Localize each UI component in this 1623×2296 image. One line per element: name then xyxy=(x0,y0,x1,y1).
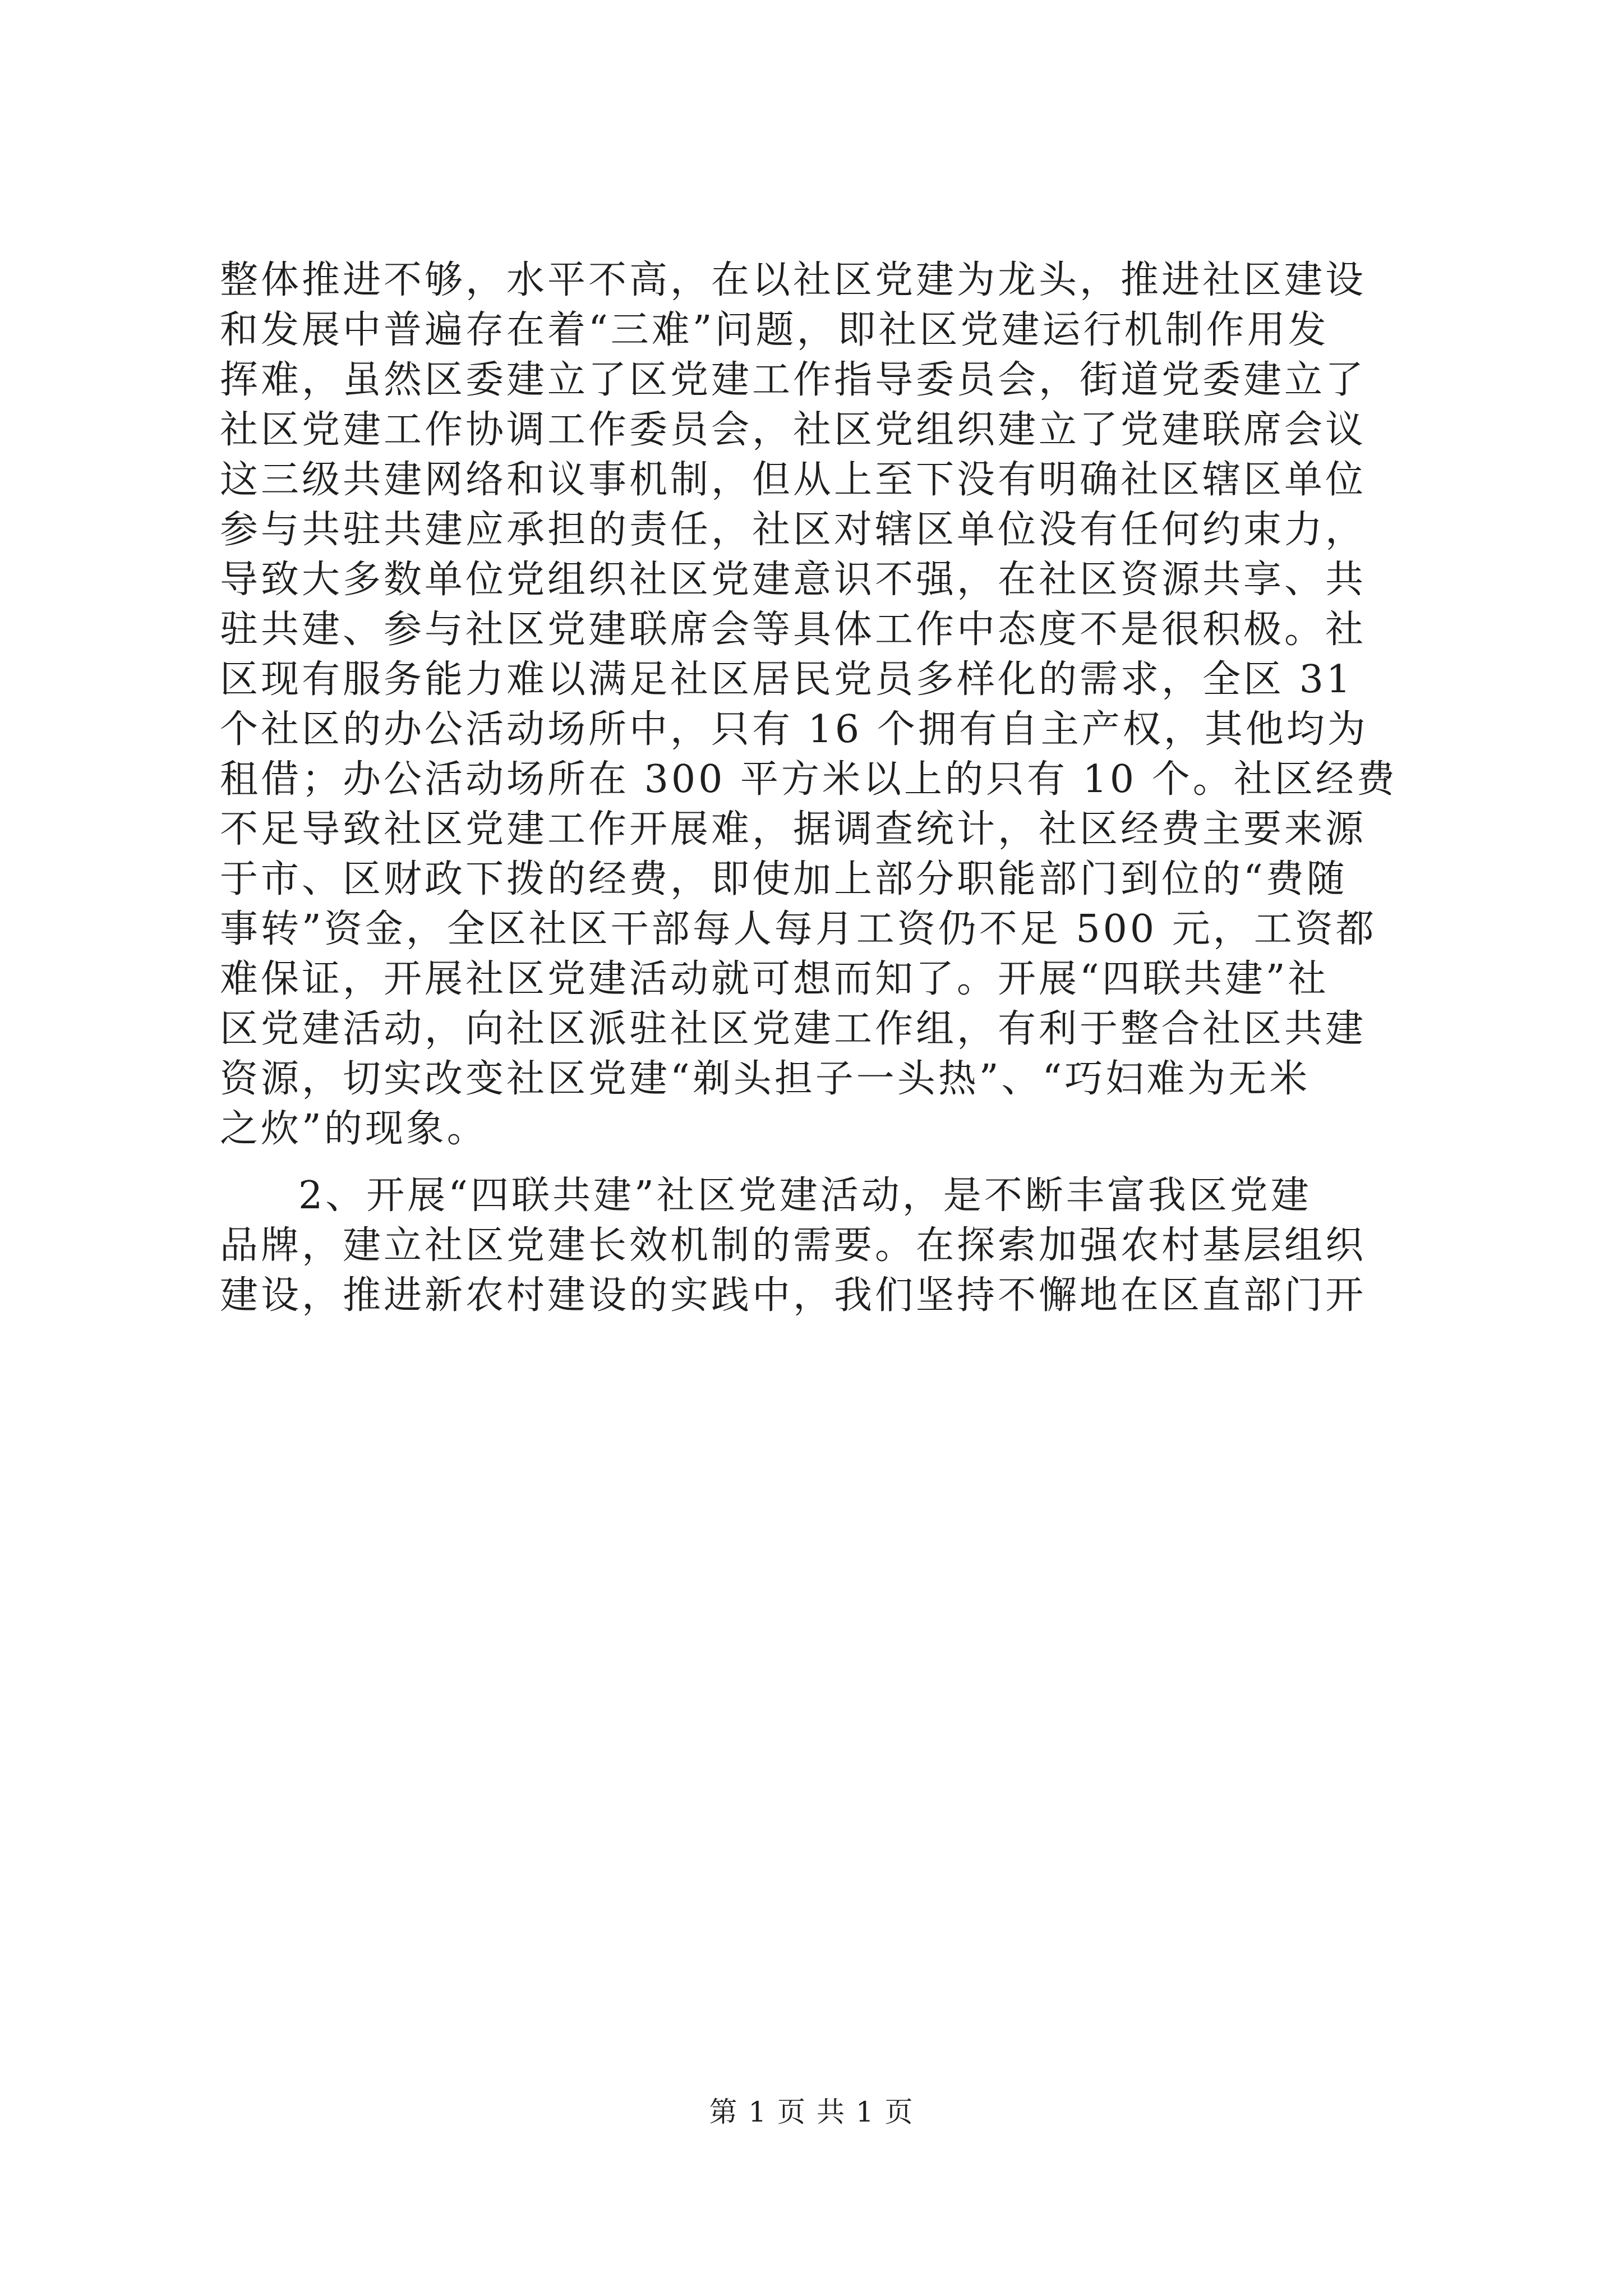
text-line: 区党建活动，向社区派驻社区党建工作组，有利于整合社区共建 xyxy=(220,1007,1367,1051)
text-line: 参与共驻共建应承担的责任，社区对辖区单位没有任何约束力， xyxy=(220,508,1367,552)
text-line: 事转”资金，全区社区干部每人每月工资仍不足 500 元，工资都 xyxy=(220,907,1377,951)
paragraph-spacer xyxy=(220,1154,1414,1171)
text-line: 和发展中普遍存在着“三难”问题，即社区党建运行机制作用发 xyxy=(220,308,1329,352)
text-line: 整体推进不够，水平不高，在以社区党建为龙头，推进社区建设 xyxy=(220,258,1367,302)
text-line: 驻共建、参与社区党建联席会等具体工作中态度不是很积极。社 xyxy=(220,608,1367,652)
text-line: 于市、区财政下拨的经费，即使加上部分职能部门到位的“费随 xyxy=(220,857,1348,901)
text-line: 建设，推进新农村建设的实践中，我们坚持不懈地在区直部门开 xyxy=(220,1273,1367,1318)
text-line: 品牌，建立社区党建长效机制的需要。在探索加强农村基层组织 xyxy=(220,1223,1367,1268)
text-line: 区现有服务能力难以满足社区居民党员多样化的需求，全区 31 xyxy=(220,657,1354,702)
text-line: 社区党建工作协调工作委员会，社区党组织建立了党建联席会议 xyxy=(220,408,1367,452)
text-line: 挥难，虽然区委建立了区党建工作指导委员会，街道党委建立了 xyxy=(220,358,1367,402)
text-line: 租借；办公活动场所在 300 平方米以上的只有 10 个。社区经费 xyxy=(220,757,1398,802)
page-footer xyxy=(0,2095,1623,2129)
text-line: 个社区的办公活动场所中，只有 16 个拥有自主产权，其他均为 xyxy=(220,707,1368,752)
text-line: 难保证，开展社区党建活动就可想而知了。开展“四联共建”社 xyxy=(220,957,1329,1001)
paragraph-2 xyxy=(220,1171,1414,1320)
text-line: 这三级共建网络和议事机制，但从上至下没有明确社区辖区单位 xyxy=(220,458,1367,502)
text-line: 资源，切实改变社区党建“剃头担子一头热”、“巧妇难为无米 xyxy=(220,1057,1311,1101)
text-line: 之炊”的现象。 xyxy=(220,1107,488,1151)
page-number-label: 第 1 页 共 1 页 xyxy=(709,2096,914,2128)
text-line: 2、开展“四联共建”社区党建活动，是不断丰富我区党建 xyxy=(298,1174,1312,1218)
document-body xyxy=(220,255,1414,1320)
text-line: 不足导致社区党建工作开展难，据调查统计，社区经费主要来源 xyxy=(220,807,1367,852)
text-line: 导致大多数单位党组织社区党建意识不强，在社区资源共享、共 xyxy=(220,558,1367,602)
paragraph-1 xyxy=(220,255,1414,1154)
